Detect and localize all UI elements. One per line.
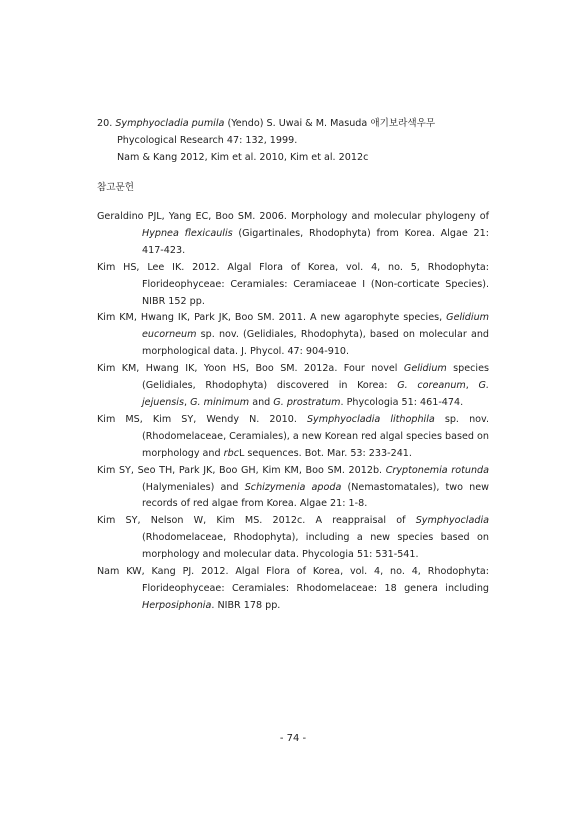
reference-entry [97,564,489,615]
reference-italic-text: G. minimum [190,396,250,408]
reference-text: (Rhodomelaceae, Rhodophyta), including a new species based on morphology and molecular data. Phycologia 51: 531-541. [142,532,489,561]
reference-text: (Nemastomatales), two new records of red algae from Korea. Algae 21: 1-8. [142,481,489,510]
reference-entry [97,513,489,564]
reference-italic-text: G. jejuensis [142,380,489,408]
reference-text: . NIBR 178 pp. [211,599,281,611]
species-authority: (Yendo) S. Uwai & M. Masuda 애기보라색우무 [227,118,436,129]
species-records: Nam & Kang 2012, Kim et al. 2010, Kim et al. 2012c [117,152,369,163]
reference-italic-text: Gelidium [403,363,447,375]
reference-text: species (Gelidiales, Rhodophyta) discovered in Korea: [142,363,489,392]
reference-text: Kim HS, Lee IK. 2012. Algal Flora of Korea, vol. 4, no. 5, Rhodophyta: Florideophyceae: Ceramiales: Ceramiaceae I (Non-corticate Species). NIBR 152 pp. [97,261,489,307]
page-number: - 74 - [279,733,307,744]
reference-text: . Phycologia 51: 461-474. [340,396,464,408]
reference-text: , [183,396,191,408]
reference-italic-text: Cryptonemia rotunda [385,464,489,476]
reference-text: Kim KM, Hwang IK, Park JK, Boo SM. 2011. A new agarophyte species, [97,312,447,324]
reference-text: Geraldino PJL, Yang EC, Boo SM. 2006. Morphology and molecular phylogeny of [97,211,489,222]
reference-text: Kim SY, Seo TH, Park JK, Boo GH, Kim KM, Boo SM. 2012b. [97,464,386,476]
species-entry-header [97,115,497,132]
reference-entry [97,463,489,514]
reference-italic-text: Schizymenia apoda [244,481,342,493]
species-entry [97,115,497,166]
species-name: Symphyocladia pumila [115,118,225,129]
reference-italic-text: Symphyocladia lithophila [306,413,435,425]
species-citation: Phycological Research 47: 132, 1999. [117,135,298,146]
reference-text: (Halymeniales) and [142,481,245,493]
reference-text: L sequences. Bot. Mar. 53: 233-241. [238,447,412,459]
reference-entry [97,209,489,260]
references-heading: 참고문헌 [97,182,135,193]
reference-italic-text: G. prostratum [273,396,341,408]
reference-italic-text: Gelidium eucorneum [142,312,489,341]
reference-text: Kim KM, Hwang IK, Yoon HS, Boo SM. 2012a. Four novel [97,363,404,375]
reference-italic-text: Hypnea flexicaulis [142,227,233,239]
reference-entry [97,310,489,361]
reference-text: sp. nov. (Rhodomelaceae, Ceramiales), a new Korean red algal species based on morphology and [142,413,489,459]
entry-number: 20. [97,118,113,129]
reference-italic-text: G. coreanum [397,380,466,392]
reference-italic-text: Symphyocladia [415,515,489,527]
reference-text: sp. nov. (Gelidiales, Rhodophyta), based on molecular and morphological data. J. Phycol. 47: 904-910. [142,329,489,358]
references-list [97,209,489,615]
reference-text: and [249,396,274,408]
reference-entry [97,361,489,412]
reference-text: , [465,380,479,392]
reference-entry [97,412,489,463]
reference-italic-text: Herposiphonia [142,599,212,611]
reference-text: Kim SY, Nelson W, Kim MS. 2012c. A reappraisal of [97,515,416,527]
reference-entry [97,260,489,311]
reference-text: (Gigartinales, Rhodophyta) from Korea. Algae 21: 417-423. [142,227,489,256]
reference-text: Kim MS, Kim SY, Wendy N. 2010. [97,413,307,425]
reference-text: Nam KW, Kang PJ. 2012. Algal Flora of Korea, vol. 4, no. 4, Rhodophyta: Florideophyceae: Ceramiales: Rhodomelaceae: 18 genera including [97,566,489,594]
reference-italic-text: rbc [223,447,239,459]
